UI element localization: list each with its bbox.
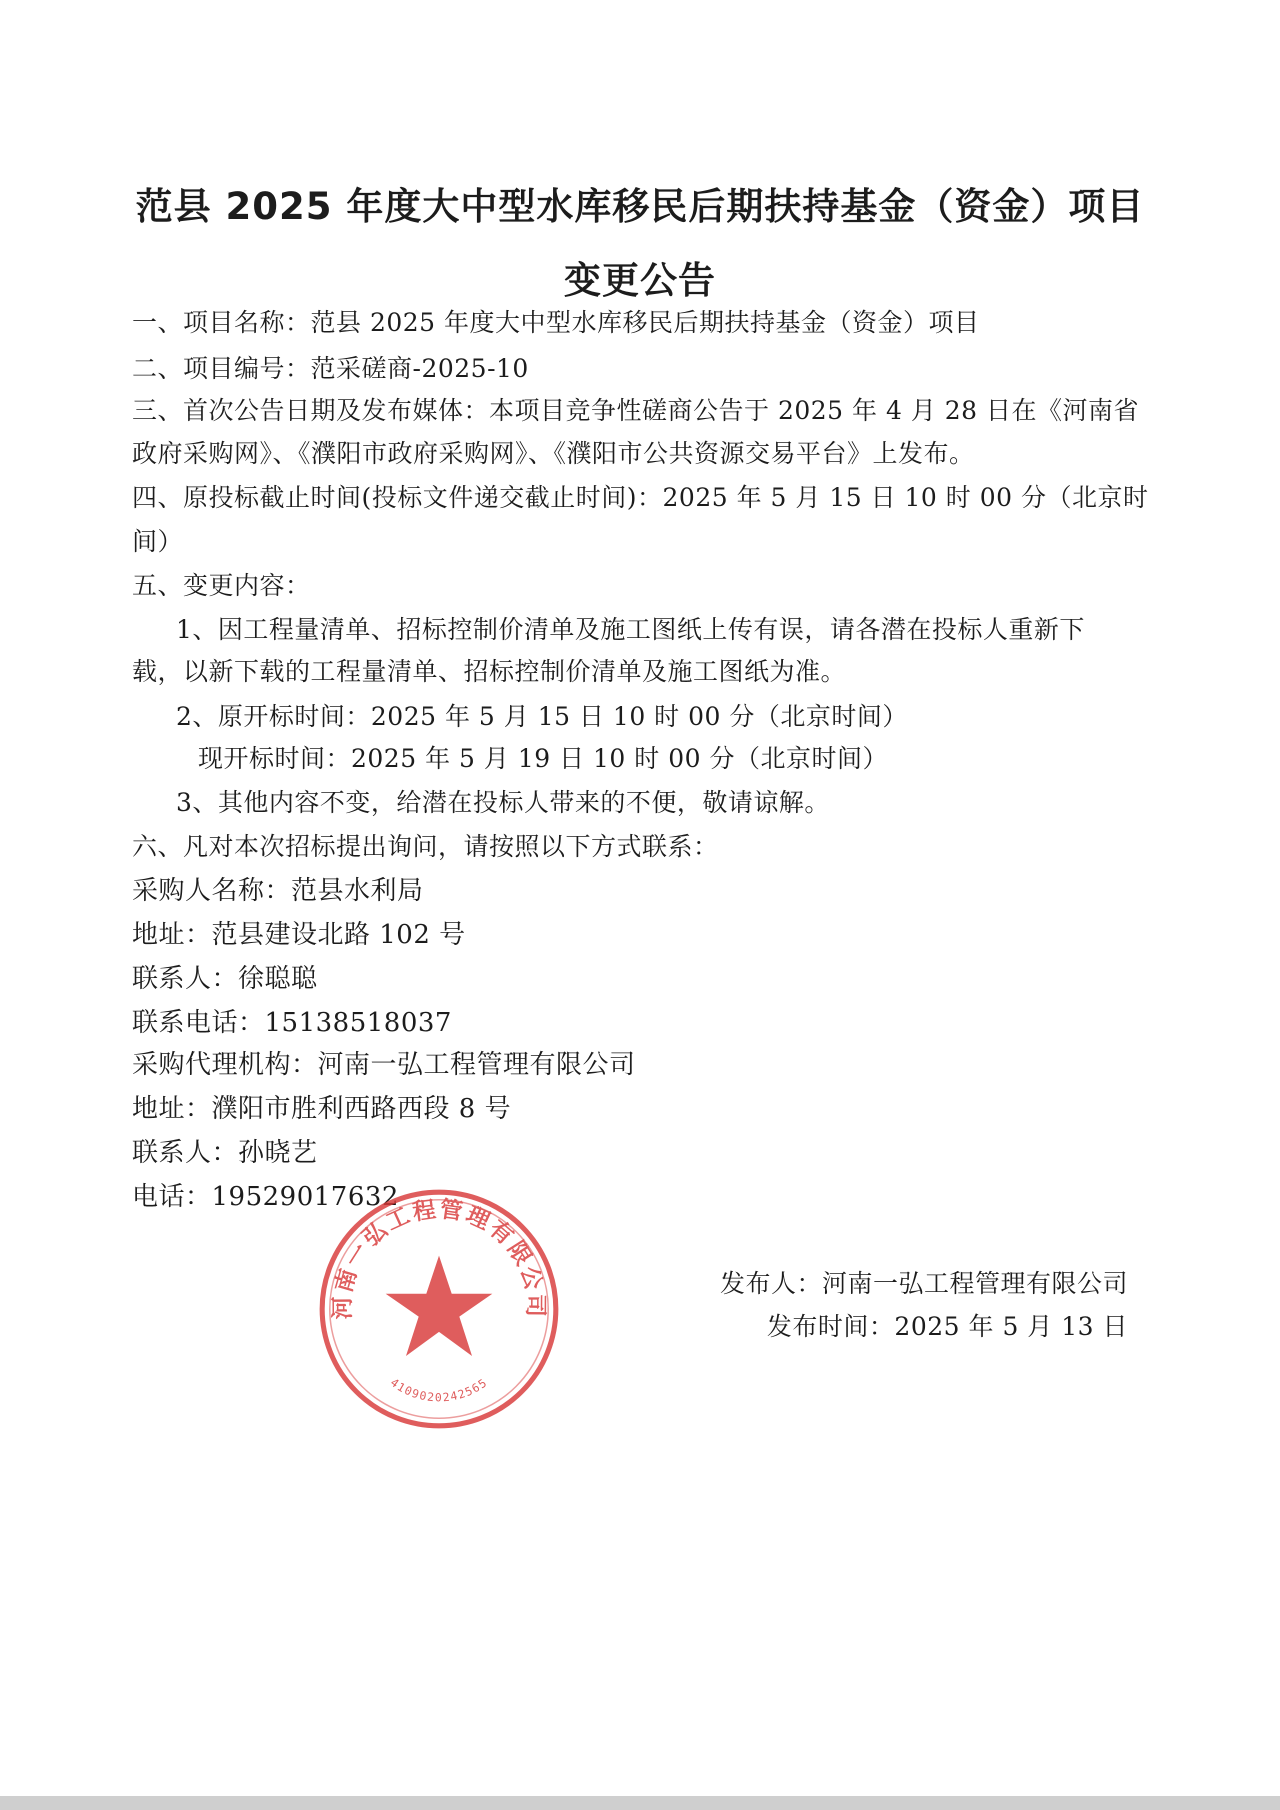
item-announcement-date: 三、首次公告日期及发布媒体：本项目竞争性磋商公告于 2025 年 4 月 28 日在《河南省 bbox=[132, 396, 1140, 425]
scan-edge-strip bbox=[0, 1796, 1280, 1810]
item-contact-heading: 六、凡对本次招标提出询问，请按照以下方式联系： bbox=[132, 832, 719, 861]
agency-phone: 电话：19529017632 bbox=[132, 1182, 399, 1212]
publisher: 发布人：河南一弘工程管理有限公司 bbox=[719, 1269, 1128, 1298]
change-1: 1、因工程量清单、招标控制价清单及施工图纸上传有误，请各潜在投标人重新下 bbox=[176, 615, 1085, 644]
agency-contact-person: 联系人：孙晓艺 bbox=[132, 1138, 318, 1168]
official-seal-stamp bbox=[312, 1182, 566, 1436]
change-1-cont: 载，以新下载的工程量清单、招标控制价清单及施工图纸为准。 bbox=[132, 657, 847, 686]
change-2-current: 现开标时间：2025 年 5 月 19 日 10 时 00 分（北京时间） bbox=[198, 744, 888, 773]
purchaser-phone: 联系电话：15138518037 bbox=[132, 1008, 452, 1038]
publish-date: 发布时间：2025 年 5 月 13 日 bbox=[766, 1312, 1128, 1341]
item-project-number: 二、项目编号：范采磋商-2025-10 bbox=[132, 354, 529, 383]
item-announcement-media: 政府采购网》、《濮阳市政府采购网》、《濮阳市公共资源交易平台》上发布。 bbox=[132, 439, 975, 468]
agency-address: 地址：濮阳市胜利西路西段 8 号 bbox=[132, 1094, 512, 1124]
item-project-name: 一、项目名称：范县 2025 年度大中型水库移民后期扶持基金（资金）项目 bbox=[132, 308, 980, 337]
item-deadline-cont: 间） bbox=[132, 527, 184, 556]
change-3: 3、其他内容不变，给潜在投标人带来的不便，敬请谅解。 bbox=[176, 788, 830, 817]
document-subtitle: 变更公告 bbox=[564, 259, 716, 302]
svg-text:4109020242565 bbox=[388, 1375, 490, 1404]
seal-number: 4109020242565 bbox=[387, 1375, 491, 1405]
item-changes-heading: 五、变更内容： bbox=[132, 571, 311, 600]
item-deadline: 四、原投标截止时间(投标文件递交截止时间)：2025 年 5 月 15 日 10 时 00 分（北京时 bbox=[132, 483, 1149, 512]
change-2-original: 2、原开标时间：2025 年 5 月 15 日 10 时 00 分（北京时间） bbox=[176, 702, 908, 731]
purchaser-address: 地址：范县建设北路 102 号 bbox=[132, 920, 466, 950]
seal-text: 河南一弘工程管理有限公司 bbox=[330, 1196, 548, 1320]
agency-name: 采购代理机构：河南一弘工程管理有限公司 bbox=[132, 1050, 636, 1080]
seal-star-icon bbox=[386, 1256, 493, 1356]
document-title: 范县 2025 年度大中型水库移民后期扶持基金（资金）项目 bbox=[135, 185, 1145, 228]
purchaser-contact-person: 联系人：徐聪聪 bbox=[132, 964, 318, 994]
purchaser-name: 采购人名称：范县水利局 bbox=[132, 876, 424, 906]
